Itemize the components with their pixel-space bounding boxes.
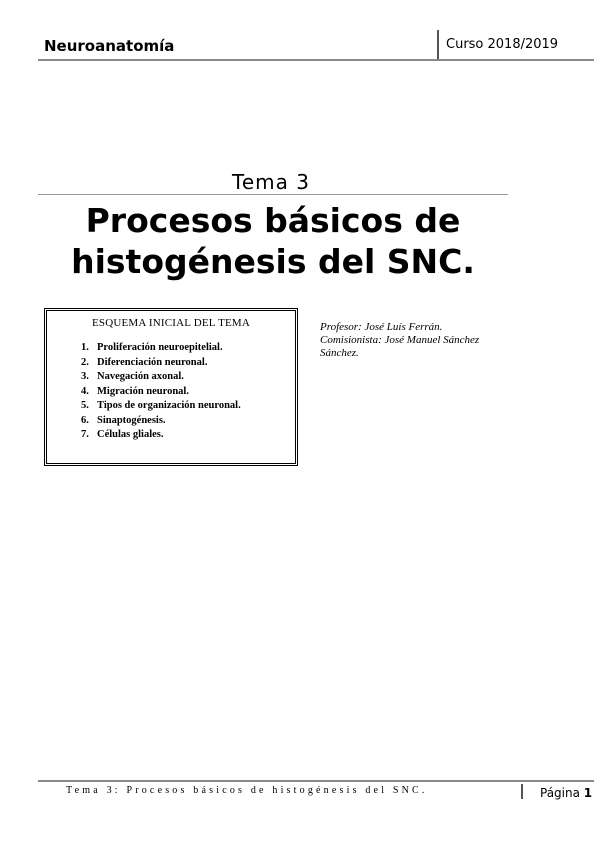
list-item-text: Proliferación neuroepitelial. xyxy=(97,342,223,353)
list-item-text: Migración neuronal. xyxy=(97,385,189,397)
list-item-text: Diferenciación neuronal. xyxy=(97,356,208,368)
list-item xyxy=(81,399,291,414)
outline-heading: ESQUEMA INICIAL DEL TEMA xyxy=(91,317,251,329)
footer-divider xyxy=(521,784,523,799)
course-year: Curso 2018/2019 xyxy=(446,37,559,52)
page-label: Página xyxy=(540,786,580,800)
list-item-text: Células gliales. xyxy=(97,429,164,440)
list-item-text: Tipos de organización neuronal. xyxy=(97,400,241,411)
outline-box xyxy=(44,308,298,466)
footer-rule xyxy=(38,780,594,782)
outline-list xyxy=(51,341,291,443)
title-rule xyxy=(38,194,508,195)
list-item-number: 3. xyxy=(81,371,89,382)
list-item xyxy=(81,370,291,385)
list-item xyxy=(81,414,291,429)
list-item xyxy=(81,385,291,400)
list-item-number: 7. xyxy=(81,429,89,440)
page-title: Procesos básicos de histogénesis del SNC. xyxy=(71,201,475,281)
credits xyxy=(320,321,520,360)
list-item-number: 4. xyxy=(81,385,89,397)
header-rule xyxy=(38,59,594,61)
tema-label: Tema 3 xyxy=(232,170,310,194)
list-item xyxy=(81,356,291,371)
list-item xyxy=(81,428,291,443)
header-divider xyxy=(437,30,439,60)
list-item-number: 2. xyxy=(81,356,89,368)
page-number: 1 xyxy=(583,786,593,800)
course-name: Neuroanatomía xyxy=(44,37,175,55)
list-item-number: 5. xyxy=(81,400,89,411)
page-number-label xyxy=(540,786,592,800)
running-title: Tema 3: Procesos básicos de histogénesis del SNC. xyxy=(66,785,428,796)
list-item-number: 6. xyxy=(81,414,89,426)
list-item-number: 1. xyxy=(81,342,89,353)
profesor-line: Profesor: José Luís Ferrán. xyxy=(320,321,443,333)
list-item-text: Navegación axonal. xyxy=(97,371,184,382)
list-item-text: Sinaptogénesis. xyxy=(97,414,166,426)
comisionista-line: Comisionista: José Manuel Sánchez Sánchez. xyxy=(320,334,480,359)
list-item xyxy=(81,341,291,356)
